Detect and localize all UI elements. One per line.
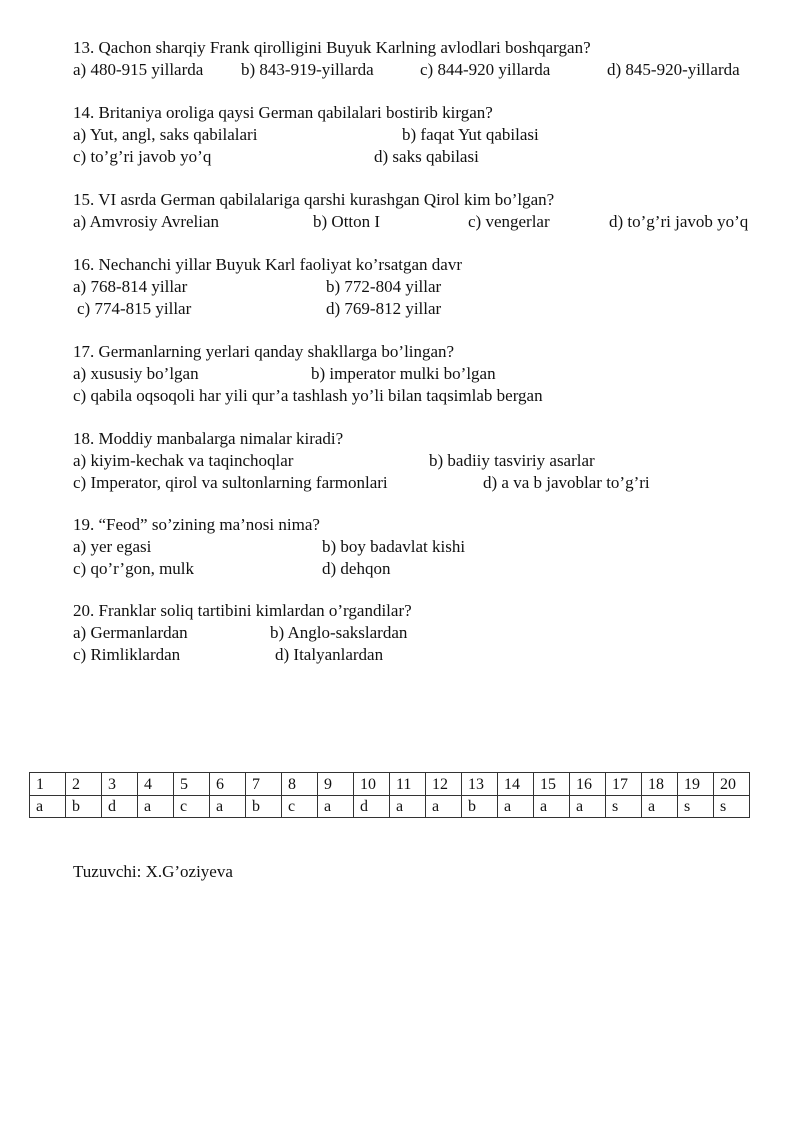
q15-option-b: b) Otton I [313, 212, 381, 231]
answer-key-number: 4 [138, 773, 174, 796]
answer-key-number: 17 [606, 773, 642, 796]
q13-option-c: c) 844-920 yillarda [420, 60, 551, 79]
answer-key-number: 16 [570, 773, 606, 796]
q16-option-d: d) 769-812 yillar [326, 299, 442, 318]
answer-key-answer: a [498, 796, 534, 818]
q17-option-b: b) imperator mulki bo’lgan [311, 364, 496, 383]
answer-key-answer: a [642, 796, 678, 818]
q19-option-a: a) yer egasi [73, 537, 152, 556]
answer-key-answer: c [174, 796, 210, 818]
answer-key-answer: a [30, 796, 66, 818]
q18-option-a: a) kiyim-kechak va taqinchoqlar [73, 451, 294, 470]
question-19: 19. “Feod” so’zining ma’nosi nima? [73, 515, 320, 534]
answer-key-answer: s [678, 796, 714, 818]
answer-key-answer: b [246, 796, 282, 818]
q16-option-b: b) 772-804 yillar [326, 277, 442, 296]
q19-option-d: d) dehqon [322, 559, 391, 578]
answer-key-number: 18 [642, 773, 678, 796]
q20-option-d: d) Italyanlardan [275, 645, 384, 664]
q14-option-c: c) to’g’ri javob yo’q [73, 147, 212, 166]
q18-option-d: d) a va b javoblar to’g’ri [483, 473, 650, 492]
author-line: Tuzuvchi: X.G’oziyeva [73, 862, 233, 881]
q13-option-d: d) 845-920-yillarda [607, 60, 740, 79]
q17-option-a: a) xususiy bo’lgan [73, 364, 199, 383]
answer-key-number: 20 [714, 773, 750, 796]
answer-key-answer: a [534, 796, 570, 818]
answer-key-answer: a [426, 796, 462, 818]
answer-key-answer: a [210, 796, 246, 818]
q18-option-b: b) badiiy tasviriy asarlar [429, 451, 595, 470]
answer-key-answer: b [66, 796, 102, 818]
q14-option-a: a) Yut, angl, saks qabilalari [73, 125, 258, 144]
answer-key-answer: d [102, 796, 138, 818]
answer-key-number: 11 [390, 773, 426, 796]
q16-option-a: a) 768-814 yillar [73, 277, 188, 296]
q13-option-a: a) 480-915 yillarda [73, 60, 204, 79]
question-20: 20. Franklar soliq tartibini kimlardan o’rgandilar? [73, 601, 412, 620]
answer-key-answer: a [138, 796, 174, 818]
q15-option-d: d) to’g’ri javob yo’q [609, 212, 749, 231]
answer-key-number: 1 [30, 773, 66, 796]
answer-key-answer: d [354, 796, 390, 818]
q17-option-c: c) qabila oqsoqoli har yili qur’a tashlash yo’li bilan taqsimlab bergan [73, 386, 543, 405]
answer-key-number: 13 [462, 773, 498, 796]
answer-key-answer: s [606, 796, 642, 818]
q15-option-c: c) vengerlar [468, 212, 550, 231]
q20-option-b: b) Anglo-sakslardan [270, 623, 408, 642]
question-14: 14. Britaniya oroliga qaysi German qabilalari bostirib kirgan? [73, 103, 493, 122]
answer-key-number: 8 [282, 773, 318, 796]
answer-key-answer: s [714, 796, 750, 818]
answer-key-number: 6 [210, 773, 246, 796]
answer-key-numbers-row [30, 773, 750, 796]
answer-key-table [29, 772, 750, 818]
answer-key-answers-row [30, 796, 750, 818]
q15-option-a: a) Amvrosiy Avrelian [73, 212, 220, 231]
question-15: 15. VI asrda German qabilalariga qarshi kurashgan Qirol kim bo’lgan? [73, 190, 555, 209]
answer-key-number: 5 [174, 773, 210, 796]
answer-key-number: 7 [246, 773, 282, 796]
q16-option-c: c) 774-815 yillar [77, 299, 192, 318]
question-17: 17. Germanlarning yerlari qanday shakllarga bo’lingan? [73, 342, 455, 361]
answer-key-answer: c [282, 796, 318, 818]
answer-key-number: 10 [354, 773, 390, 796]
answer-key-answer: b [462, 796, 498, 818]
question-18: 18. Moddiy manbalarga nimalar kiradi? [73, 429, 344, 448]
q18-option-c: c) Imperator, qirol va sultonlarning farmonlari [73, 473, 388, 492]
q14-option-b: b) faqat Yut qabilasi [402, 125, 539, 144]
q14-option-d: d) saks qabilasi [374, 147, 479, 166]
answer-key-answer: a [390, 796, 426, 818]
q20-option-c: c) Rimliklardan [73, 645, 181, 664]
q20-option-a: a) Germanlardan [73, 623, 188, 642]
q13-option-b: b) 843-919-yillarda [241, 60, 374, 79]
answer-key-number: 12 [426, 773, 462, 796]
question-13: 13. Qachon sharqiy Frank qirolligini Buyuk Karlning avlodlari boshqargan? [73, 38, 591, 57]
answer-key-number: 19 [678, 773, 714, 796]
q19-option-b: b) boy badavlat kishi [322, 537, 466, 556]
answer-key-number: 14 [498, 773, 534, 796]
answer-key-answer: a [318, 796, 354, 818]
q19-option-c: c) qo’r’gon, mulk [73, 559, 195, 578]
answer-key-number: 15 [534, 773, 570, 796]
answer-key-number: 9 [318, 773, 354, 796]
answer-key-answer: a [570, 796, 606, 818]
answer-key-number: 2 [66, 773, 102, 796]
answer-key-number: 3 [102, 773, 138, 796]
question-16: 16. Nechanchi yillar Buyuk Karl faoliyat ko’rsatgan davr [73, 255, 462, 274]
